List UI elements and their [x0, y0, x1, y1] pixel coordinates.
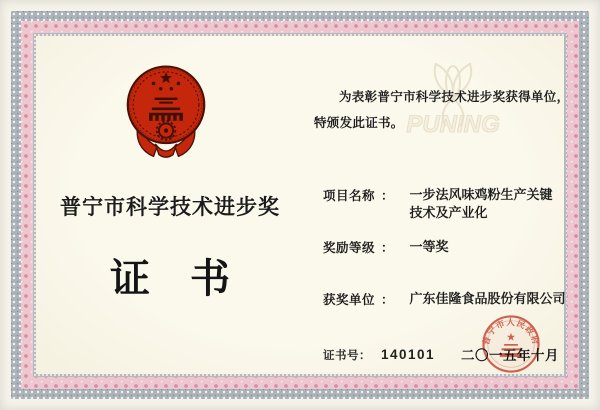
- field-label: 奖励等级: [323, 241, 376, 255]
- certificate-number-row: [323, 347, 435, 363]
- field-value: 广东佳隆食品股份有限公司: [409, 291, 566, 306]
- cert-no-value: 140101: [381, 347, 436, 362]
- field-row-project: [323, 186, 560, 222]
- field-colon: ：: [381, 293, 394, 307]
- certificate-doc-type: 证 书: [110, 257, 230, 301]
- watermark-text: PUNING: [406, 111, 500, 138]
- issue-date: 二〇一五年十月: [461, 348, 559, 363]
- field-value: 一步法风味鸡粉生产关键技术及产业化: [409, 187, 553, 220]
- intro-paragraph: [314, 84, 569, 136]
- field-row-awardee: [323, 290, 566, 308]
- field-label: 获奖单位: [323, 293, 376, 307]
- intro-line-1: 为表彰普宁市科学技术进步奖获得单位，: [339, 90, 570, 104]
- intro-line-2: 特颁发此证书。: [314, 116, 404, 130]
- seal-arc-text: 普宁市人民政府: [480, 317, 542, 347]
- field-row-award-level: [323, 238, 449, 256]
- national-emblem-icon: [126, 58, 206, 164]
- field-value: 一等奖: [409, 239, 449, 254]
- certificate-title: 普宁市科学技术进步奖: [60, 196, 280, 219]
- field-label: 项目名称: [323, 189, 376, 203]
- field-colon: ：: [381, 241, 394, 255]
- cert-no-label: 证书号：: [323, 350, 371, 362]
- field-colon: ：: [381, 189, 394, 203]
